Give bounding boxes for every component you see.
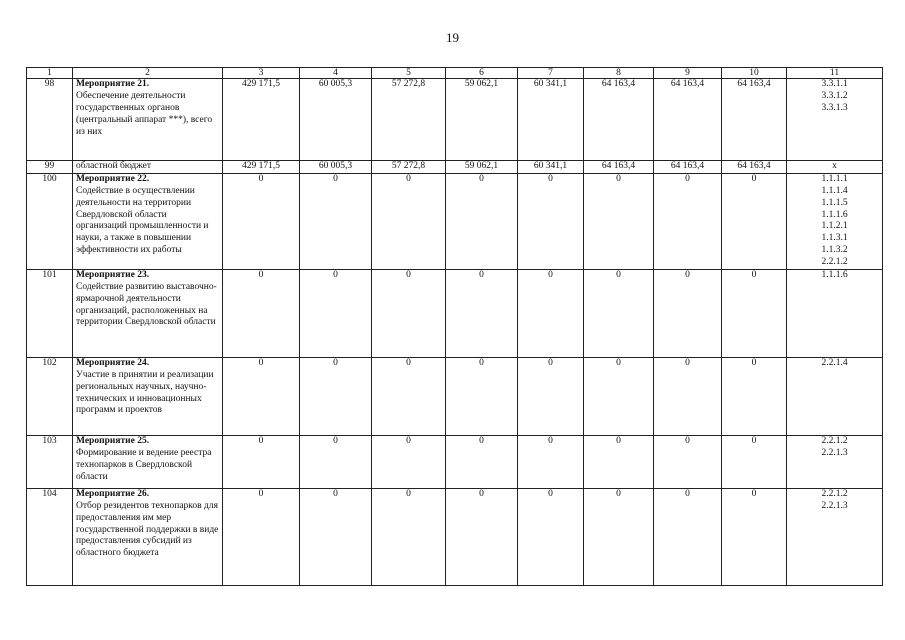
column-header: 6 bbox=[446, 68, 518, 79]
amount-cell: 429 171,5 bbox=[223, 161, 300, 174]
target-code: 1.1.3.1 bbox=[821, 233, 848, 244]
amount-cell: 0 bbox=[518, 269, 584, 357]
column-header: 3 bbox=[223, 68, 300, 79]
amount-cell: 0 bbox=[446, 173, 518, 269]
amount-cell: 0 bbox=[584, 269, 654, 357]
amount-cell: 0 bbox=[223, 269, 300, 357]
amount-cell: 0 bbox=[722, 435, 787, 488]
target-code: 2.2.1.2 bbox=[821, 488, 848, 499]
column-header: 9 bbox=[654, 68, 722, 79]
activity-text: Отбор резидентов технопарков для предоставления им мер государственной поддержки в виде предоставления субсидий из областного бюджета bbox=[76, 500, 219, 559]
target-code: 3.3.1.3 bbox=[821, 102, 848, 113]
amount-cell: 0 bbox=[654, 435, 722, 488]
activity-text: Обеспечение деятельности государственных органов (центральный аппарат ***), всего из них bbox=[76, 90, 213, 137]
activity-description bbox=[73, 357, 223, 435]
table-row bbox=[27, 161, 883, 174]
target-codes bbox=[787, 161, 883, 174]
table-row bbox=[27, 79, 883, 161]
amount-cell: 0 bbox=[654, 173, 722, 269]
amount-cell: 0 bbox=[584, 435, 654, 488]
activity-description bbox=[73, 488, 223, 585]
amount-cell: 64 163,4 bbox=[722, 161, 787, 174]
column-header: 4 bbox=[300, 68, 372, 79]
target-codes bbox=[787, 79, 883, 161]
amount-cell: 60 005,3 bbox=[300, 79, 372, 161]
amount-cell: 0 bbox=[654, 488, 722, 585]
column-header: 8 bbox=[584, 68, 654, 79]
amount-cell: 0 bbox=[223, 488, 300, 585]
activity-description bbox=[73, 79, 223, 161]
amount-cell: 0 bbox=[518, 357, 584, 435]
target-codes bbox=[787, 488, 883, 585]
amount-cell: 0 bbox=[300, 435, 372, 488]
activity-text: Участие в принятии и реализации региональных научных, научно-технических и инновационных программ и проектов bbox=[76, 369, 214, 416]
amount-cell: 0 bbox=[300, 488, 372, 585]
column-header: 7 bbox=[518, 68, 584, 79]
amount-cell: 64 163,4 bbox=[722, 79, 787, 161]
amount-cell: 0 bbox=[584, 357, 654, 435]
activity-text: областной бюджет bbox=[76, 161, 152, 171]
amount-cell: 0 bbox=[223, 357, 300, 435]
activity-title: Мероприятие 25. bbox=[76, 435, 150, 446]
amount-cell: 0 bbox=[300, 357, 372, 435]
row-number: 99 bbox=[27, 161, 73, 174]
row-number: 104 bbox=[27, 488, 73, 585]
amount-cell: 0 bbox=[518, 488, 584, 585]
amount-cell: 0 bbox=[300, 173, 372, 269]
target-code: 1.1.3.2 bbox=[821, 245, 848, 256]
row-number: 98 bbox=[27, 79, 73, 161]
table-body bbox=[27, 79, 883, 586]
amount-cell: 60 341,1 bbox=[518, 161, 584, 174]
target-code: 1.1.1.1 bbox=[821, 173, 848, 184]
amount-cell: 64 163,4 bbox=[584, 161, 654, 174]
target-code: 2.2.1.2 bbox=[821, 435, 848, 446]
activity-description bbox=[73, 173, 223, 269]
target-codes bbox=[787, 435, 883, 488]
amount-cell: 64 163,4 bbox=[584, 79, 654, 161]
amount-cell: 0 bbox=[372, 488, 446, 585]
target-code: 2.2.1.4 bbox=[821, 357, 848, 368]
column-header: 10 bbox=[722, 68, 787, 79]
amount-cell: 0 bbox=[584, 173, 654, 269]
activity-title: Мероприятие 22. bbox=[76, 173, 150, 184]
amount-cell: 0 bbox=[223, 173, 300, 269]
activity-title: Мероприятие 26. bbox=[76, 488, 150, 499]
target-code: 2.2.1.3 bbox=[821, 447, 848, 458]
table-row bbox=[27, 357, 883, 435]
activity-text: Содействие развитию выставочно-ярмарочной деятельности организаций, расположенных на территории Свердловской области bbox=[76, 281, 217, 328]
row-number: 103 bbox=[27, 435, 73, 488]
amount-cell: 59 062,1 bbox=[446, 161, 518, 174]
activity-text: Формирование и ведение реестра технопарков в Свердловской области bbox=[76, 447, 212, 482]
row-number: 100 bbox=[27, 173, 73, 269]
target-code: 1.1.2.1 bbox=[821, 221, 848, 232]
amount-cell: 0 bbox=[223, 435, 300, 488]
amount-cell: 0 bbox=[518, 173, 584, 269]
activity-title: Мероприятие 24. bbox=[76, 357, 150, 368]
target-code: 2.2.1.3 bbox=[821, 500, 848, 511]
budget-table bbox=[26, 67, 883, 586]
amount-cell: 57 272,8 bbox=[372, 79, 446, 161]
amount-cell: 0 bbox=[722, 357, 787, 435]
amount-cell: 59 062,1 bbox=[446, 79, 518, 161]
table-row bbox=[27, 435, 883, 488]
amount-cell: 60 341,1 bbox=[518, 79, 584, 161]
amount-cell: 0 bbox=[372, 357, 446, 435]
target-codes bbox=[787, 357, 883, 435]
amount-cell: 64 163,4 bbox=[654, 161, 722, 174]
page-number: 19 bbox=[446, 30, 459, 45]
amount-cell: 0 bbox=[446, 269, 518, 357]
amount-cell: 0 bbox=[300, 269, 372, 357]
table-header bbox=[27, 68, 883, 79]
activity-description bbox=[73, 161, 223, 174]
amount-cell: 0 bbox=[654, 357, 722, 435]
amount-cell: 0 bbox=[722, 173, 787, 269]
header-row bbox=[27, 68, 883, 79]
amount-cell: 0 bbox=[446, 435, 518, 488]
amount-cell: 0 bbox=[518, 435, 584, 488]
row-number: 101 bbox=[27, 269, 73, 357]
activity-title: Мероприятие 21. bbox=[76, 79, 150, 89]
table-row bbox=[27, 269, 883, 357]
amount-cell: 429 171,5 bbox=[223, 79, 300, 161]
amount-cell: 0 bbox=[372, 173, 446, 269]
activity-description bbox=[73, 435, 223, 488]
column-header: 11 bbox=[787, 68, 883, 79]
amount-cell: 0 bbox=[372, 435, 446, 488]
amount-cell: 0 bbox=[722, 488, 787, 585]
target-code: 2.2.1.2 bbox=[821, 257, 848, 267]
target-codes bbox=[787, 269, 883, 357]
column-header: 5 bbox=[372, 68, 446, 79]
activity-title: Мероприятие 23. bbox=[76, 269, 150, 280]
table-row bbox=[27, 173, 883, 269]
column-header: 1 bbox=[27, 68, 73, 79]
target-code: 3.3.1.2 bbox=[821, 90, 848, 101]
target-code: 1.1.1.5 bbox=[821, 197, 848, 208]
amount-cell: 57 272,8 bbox=[372, 161, 446, 174]
target-code: 1.1.1.4 bbox=[821, 185, 848, 196]
target-codes bbox=[787, 173, 883, 269]
amount-cell: 0 bbox=[722, 269, 787, 357]
table-row bbox=[27, 488, 883, 585]
amount-cell: 0 bbox=[654, 269, 722, 357]
activity-text: Содействие в осуществлении деятельности на территории Свердловской области организаций промышленности и науки, а также в повышении эффективности их работы bbox=[76, 185, 209, 256]
amount-cell: 0 bbox=[372, 269, 446, 357]
activity-description bbox=[73, 269, 223, 357]
amount-cell: 0 bbox=[446, 488, 518, 585]
amount-cell: 0 bbox=[584, 488, 654, 585]
amount-cell: 64 163,4 bbox=[654, 79, 722, 161]
target-code: 1.1.1.6 bbox=[821, 269, 848, 280]
target-code: 3.3.1.1 bbox=[821, 79, 848, 89]
target-code: x bbox=[832, 161, 837, 171]
amount-cell: 60 005,3 bbox=[300, 161, 372, 174]
row-number: 102 bbox=[27, 357, 73, 435]
column-header: 2 bbox=[73, 68, 223, 79]
amount-cell: 0 bbox=[446, 357, 518, 435]
target-code: 1.1.1.6 bbox=[821, 209, 848, 220]
